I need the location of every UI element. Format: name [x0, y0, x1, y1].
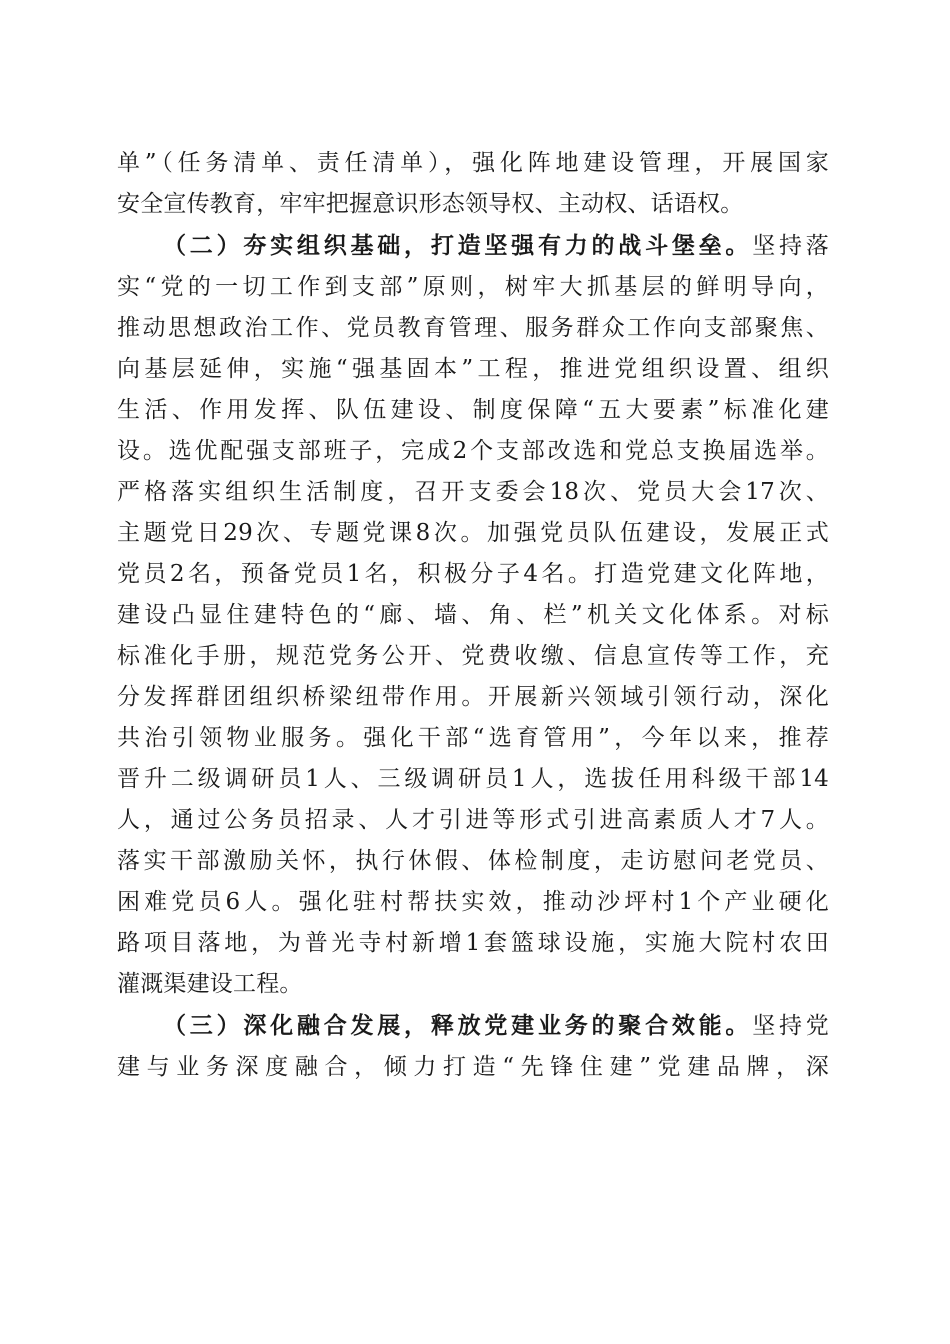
- text-line: 单”（任务清单、责任清单），强化阵地建设管理，开展国家: [117, 150, 829, 176]
- text-line: [117, 1005, 829, 1047]
- text-line: 实“党的一切工作到支部”原则，树牢大抓基层的鲜明导向，: [117, 274, 829, 300]
- text-line: 建与业务深度融合，倾力打造“先锋住建”党建品牌，深: [117, 1054, 829, 1080]
- text-line: 严格落实组织生活制度，召开支委会18次、党员大会17次、: [117, 479, 829, 505]
- text-line: 分发挥群团组织桥梁纽带作用。开展新兴领域引领行动，深化: [117, 684, 829, 710]
- text-line: 落实干部激励关怀，执行休假、体检制度，走访慰问老党员、: [117, 848, 829, 874]
- section-heading: （二）夯实组织基础，打造坚强有力的战斗堡垒。: [163, 232, 753, 259]
- text-line: 党员2名，预备党员1名，积极分子4名。打造党建文化阵地，: [117, 561, 829, 587]
- paragraph-section-two: [117, 225, 829, 1005]
- text-line: 晋升二级调研员1人、三级调研员1人，选拔任用科级干部14: [117, 766, 829, 792]
- section-heading: （三）深化融合发展，释放党建业务的聚合效能。: [163, 1012, 753, 1039]
- text-line: 人，通过公务员招录、人才引进等形式引进高素质人才7人。: [117, 807, 829, 833]
- text-fragment: 坚持党: [752, 1013, 829, 1039]
- text-line: 向基层延伸，实施“强基固本”工程，推进党组织设置、组织: [117, 356, 829, 382]
- text-line: 建设凸显住建特色的“廊、墙、角、栏”机关文化体系。对标: [117, 602, 829, 628]
- text-line: 安全宣传教育，牢牢把握意识形态领导权、主动权、话语权。: [117, 191, 744, 217]
- text-line: 共治引领物业服务。强化干部“选育管用”，今年以来，推荐: [117, 725, 829, 751]
- document-body: [117, 143, 829, 1088]
- text-line: 灌溉渠建设工程。: [117, 971, 303, 997]
- text-line: 主题党日29次、专题党课8次。加强党员队伍建设，发展正式: [117, 520, 829, 546]
- text-line: 路项目落地，为普光寺村新增1套篮球设施，实施大院村农田: [117, 930, 829, 956]
- paragraph-section-three: [117, 1005, 829, 1088]
- text-line: 困难党员6人。强化驻村帮扶实效，推动沙坪村1个产业硬化: [117, 889, 829, 915]
- text-line: 设。选优配强支部班子，完成2个支部改选和党总支换届选举。: [117, 438, 829, 464]
- text-line: 推动思想政治工作、党员教育管理、服务群众工作向支部聚焦、: [117, 315, 829, 341]
- paragraph-continuation: [117, 143, 829, 225]
- text-line: 生活、作用发挥、队伍建设、制度保障“五大要素”标准化建: [117, 397, 829, 423]
- text-line: 标准化手册，规范党务公开、党费收缴、信息宣传等工作，充: [117, 643, 829, 669]
- text-line: [117, 225, 829, 267]
- text-fragment: 坚持落: [752, 233, 829, 259]
